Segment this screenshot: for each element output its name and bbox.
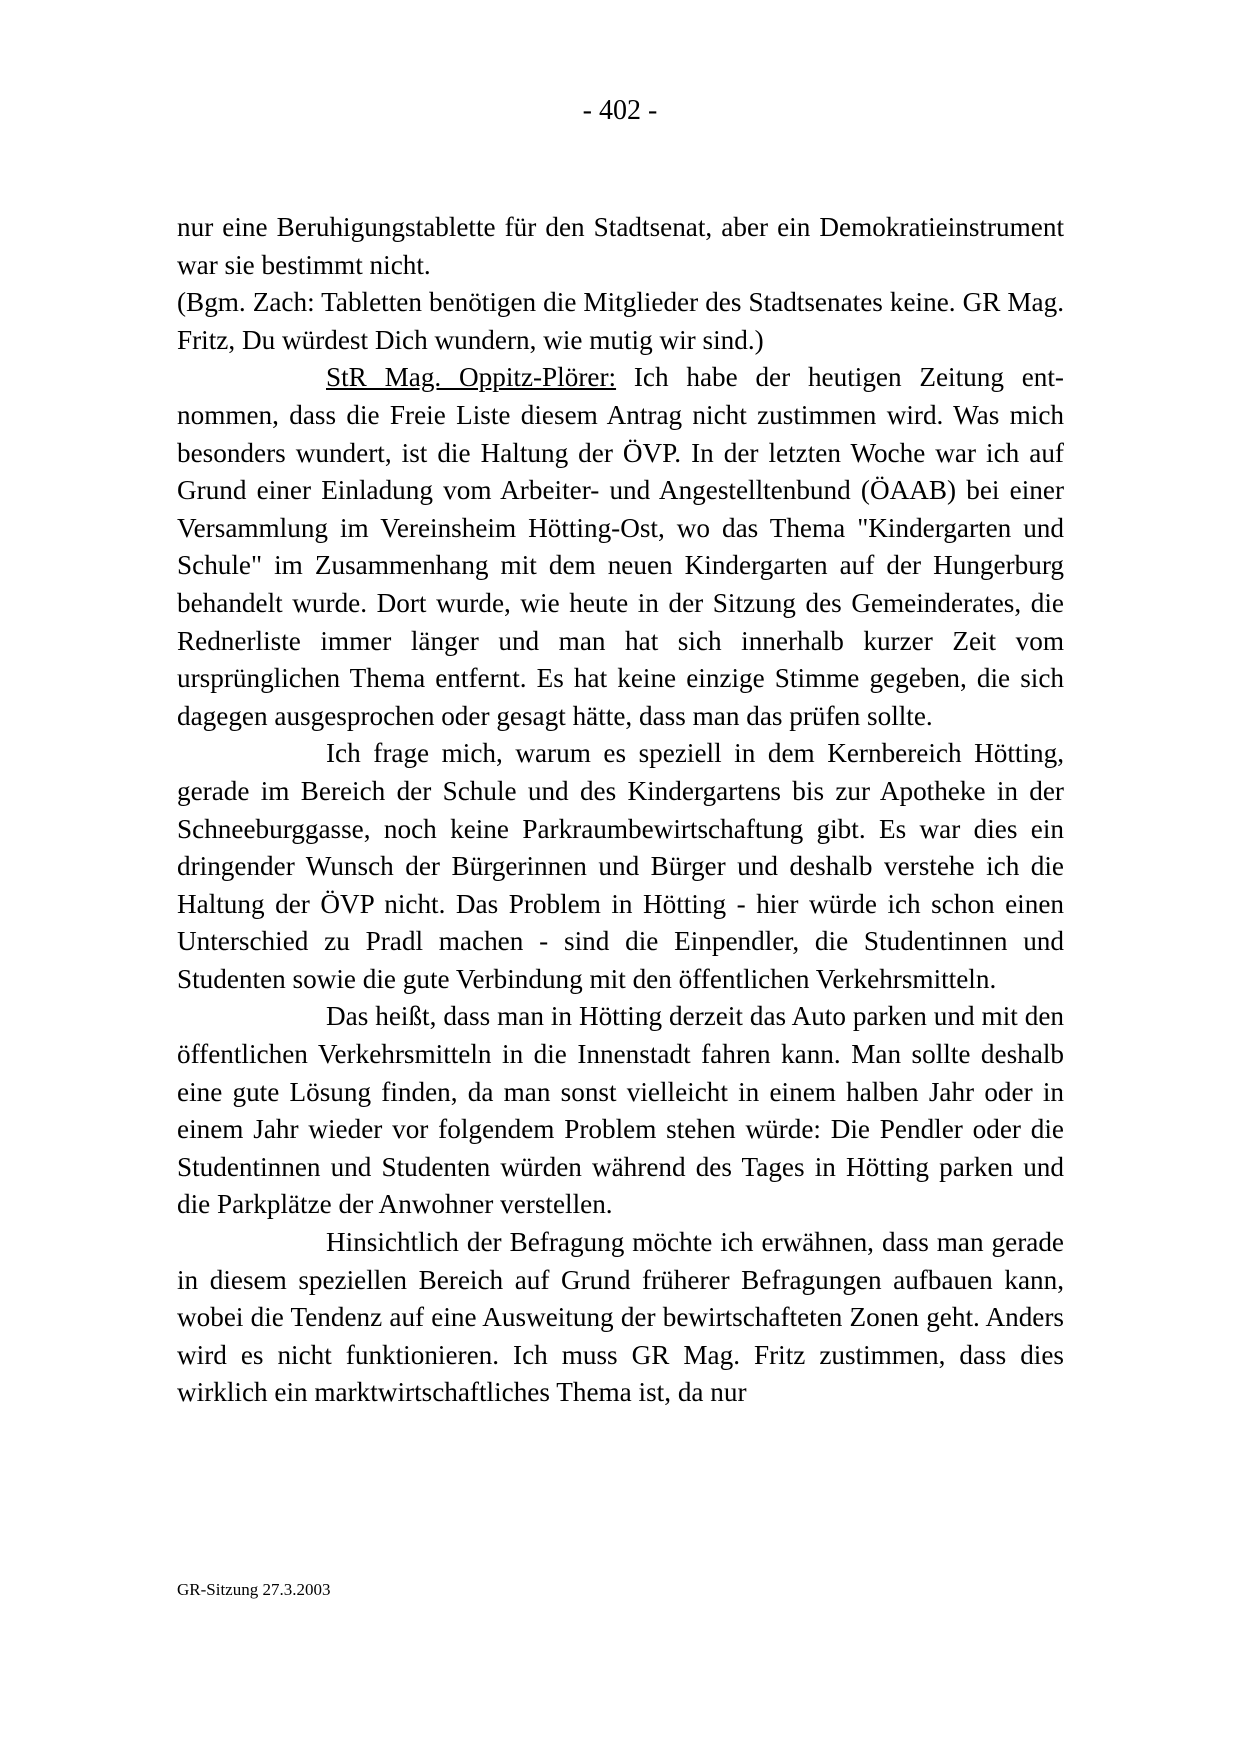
speech-text: Ich habe der heutigen Zeitung entnommen, dass die Freie Liste diesem Antrag nicht zustimmen wird. Was mich besonders wundert, ist die Haltung der ÖVP. In der letzten Woche war ich auf Grund einer Einladung vom Arbeiter- und Angestelltenbund (ÖAAB) bei einer Versammlung im Vereinsheim Hötting-Ost, wo das Thema "Kindergarten und Schule" im Zusammenhang mit dem neuen Kindergarten auf der Hungerburg behandelt wurde. Dort wurde, wie heute in der Sitzung des Gemeinderates, die Rednerliste immer länger und man hat sich innerhalb kurzer Zeit vom ursprünglichen Thema entfernt. Es hat keine einzige Stimme gegeben, die sich dagegen ausgesprochen oder gesagt hätte, dass man das prüfen sollte. bbox=[177, 362, 1064, 731]
footer-session-date: GR-Sitzung 27.3.2003 bbox=[177, 1580, 331, 1599]
paragraph-commuters: Das heißt, dass man in Hötting derzeit das Auto parken und mit den öffentlichen Verkehrsmitteln in die Innenstadt fahren kann. Man sollte deshalb eine gute Lösung finden, da man sonst vielleicht in einem halben Jahr oder in einem Jahr wieder vor folgendem Problem stehen würde: Die Pendler oder die Studentinnen und Studenten würden während des Tages in Hötting parken und die Parkplätze der Anwohner verstellen. bbox=[177, 1001, 1064, 1220]
paragraph-hoetting-parking: Ich frage mich, warum es speziell in dem Kernbereich Hötting, gerade im Bereich der Schule und des Kindergartens bis zur Apotheke in der Schneeburggasse, noch keine Parkraumbewirtschaftung gibt. Es war dies ein dringender Wunsch der Bürgerinnen und Bürger und deshalb verstehe ich die Haltung der ÖVP nicht. Das Problem in Hötting - hier würde ich schon einen Unterschied zu Pradl machen - sind die Einpendler, die Studentinnen und Studenten sowie die gute Verbindung mit den öffentlichen Verkehrsmitteln. bbox=[177, 738, 1064, 994]
document-body bbox=[177, 209, 1064, 1412]
page-number: - 402 - bbox=[582, 95, 658, 126]
paragraph-survey: Hinsichtlich der Befragung möchte ich erwähnen, dass man gerade in diesem speziellen Bereich auf Grund früherer Befragungen aufbauen kann, wobei die Tendenz auf eine Ausweitung der bewirtschafteten Zonen geht. Anders wird es nicht funktionieren. Ich muss GR Mag. Fritz zustimmen, dass dies wirklich ein marktwirtschaftliches Thema ist, da nur bbox=[177, 1227, 1064, 1408]
interjection-paragraph: (Bgm. Zach: Tabletten benötigen die Mitglieder des Stadtsenates keine. GR Mag. Fritz, Du würdest Dich wundern, wie mutig wir sind.) bbox=[177, 287, 1064, 355]
paragraph-continuation: nur eine Beruhigungstablette für den Stadtsenat, aber ein Demokratieinstrument war sie bestimmt nicht. bbox=[177, 212, 1064, 280]
speaker-name: StR Mag. Oppitz-Plörer: bbox=[326, 362, 617, 393]
speech-paragraph bbox=[177, 359, 1064, 735]
